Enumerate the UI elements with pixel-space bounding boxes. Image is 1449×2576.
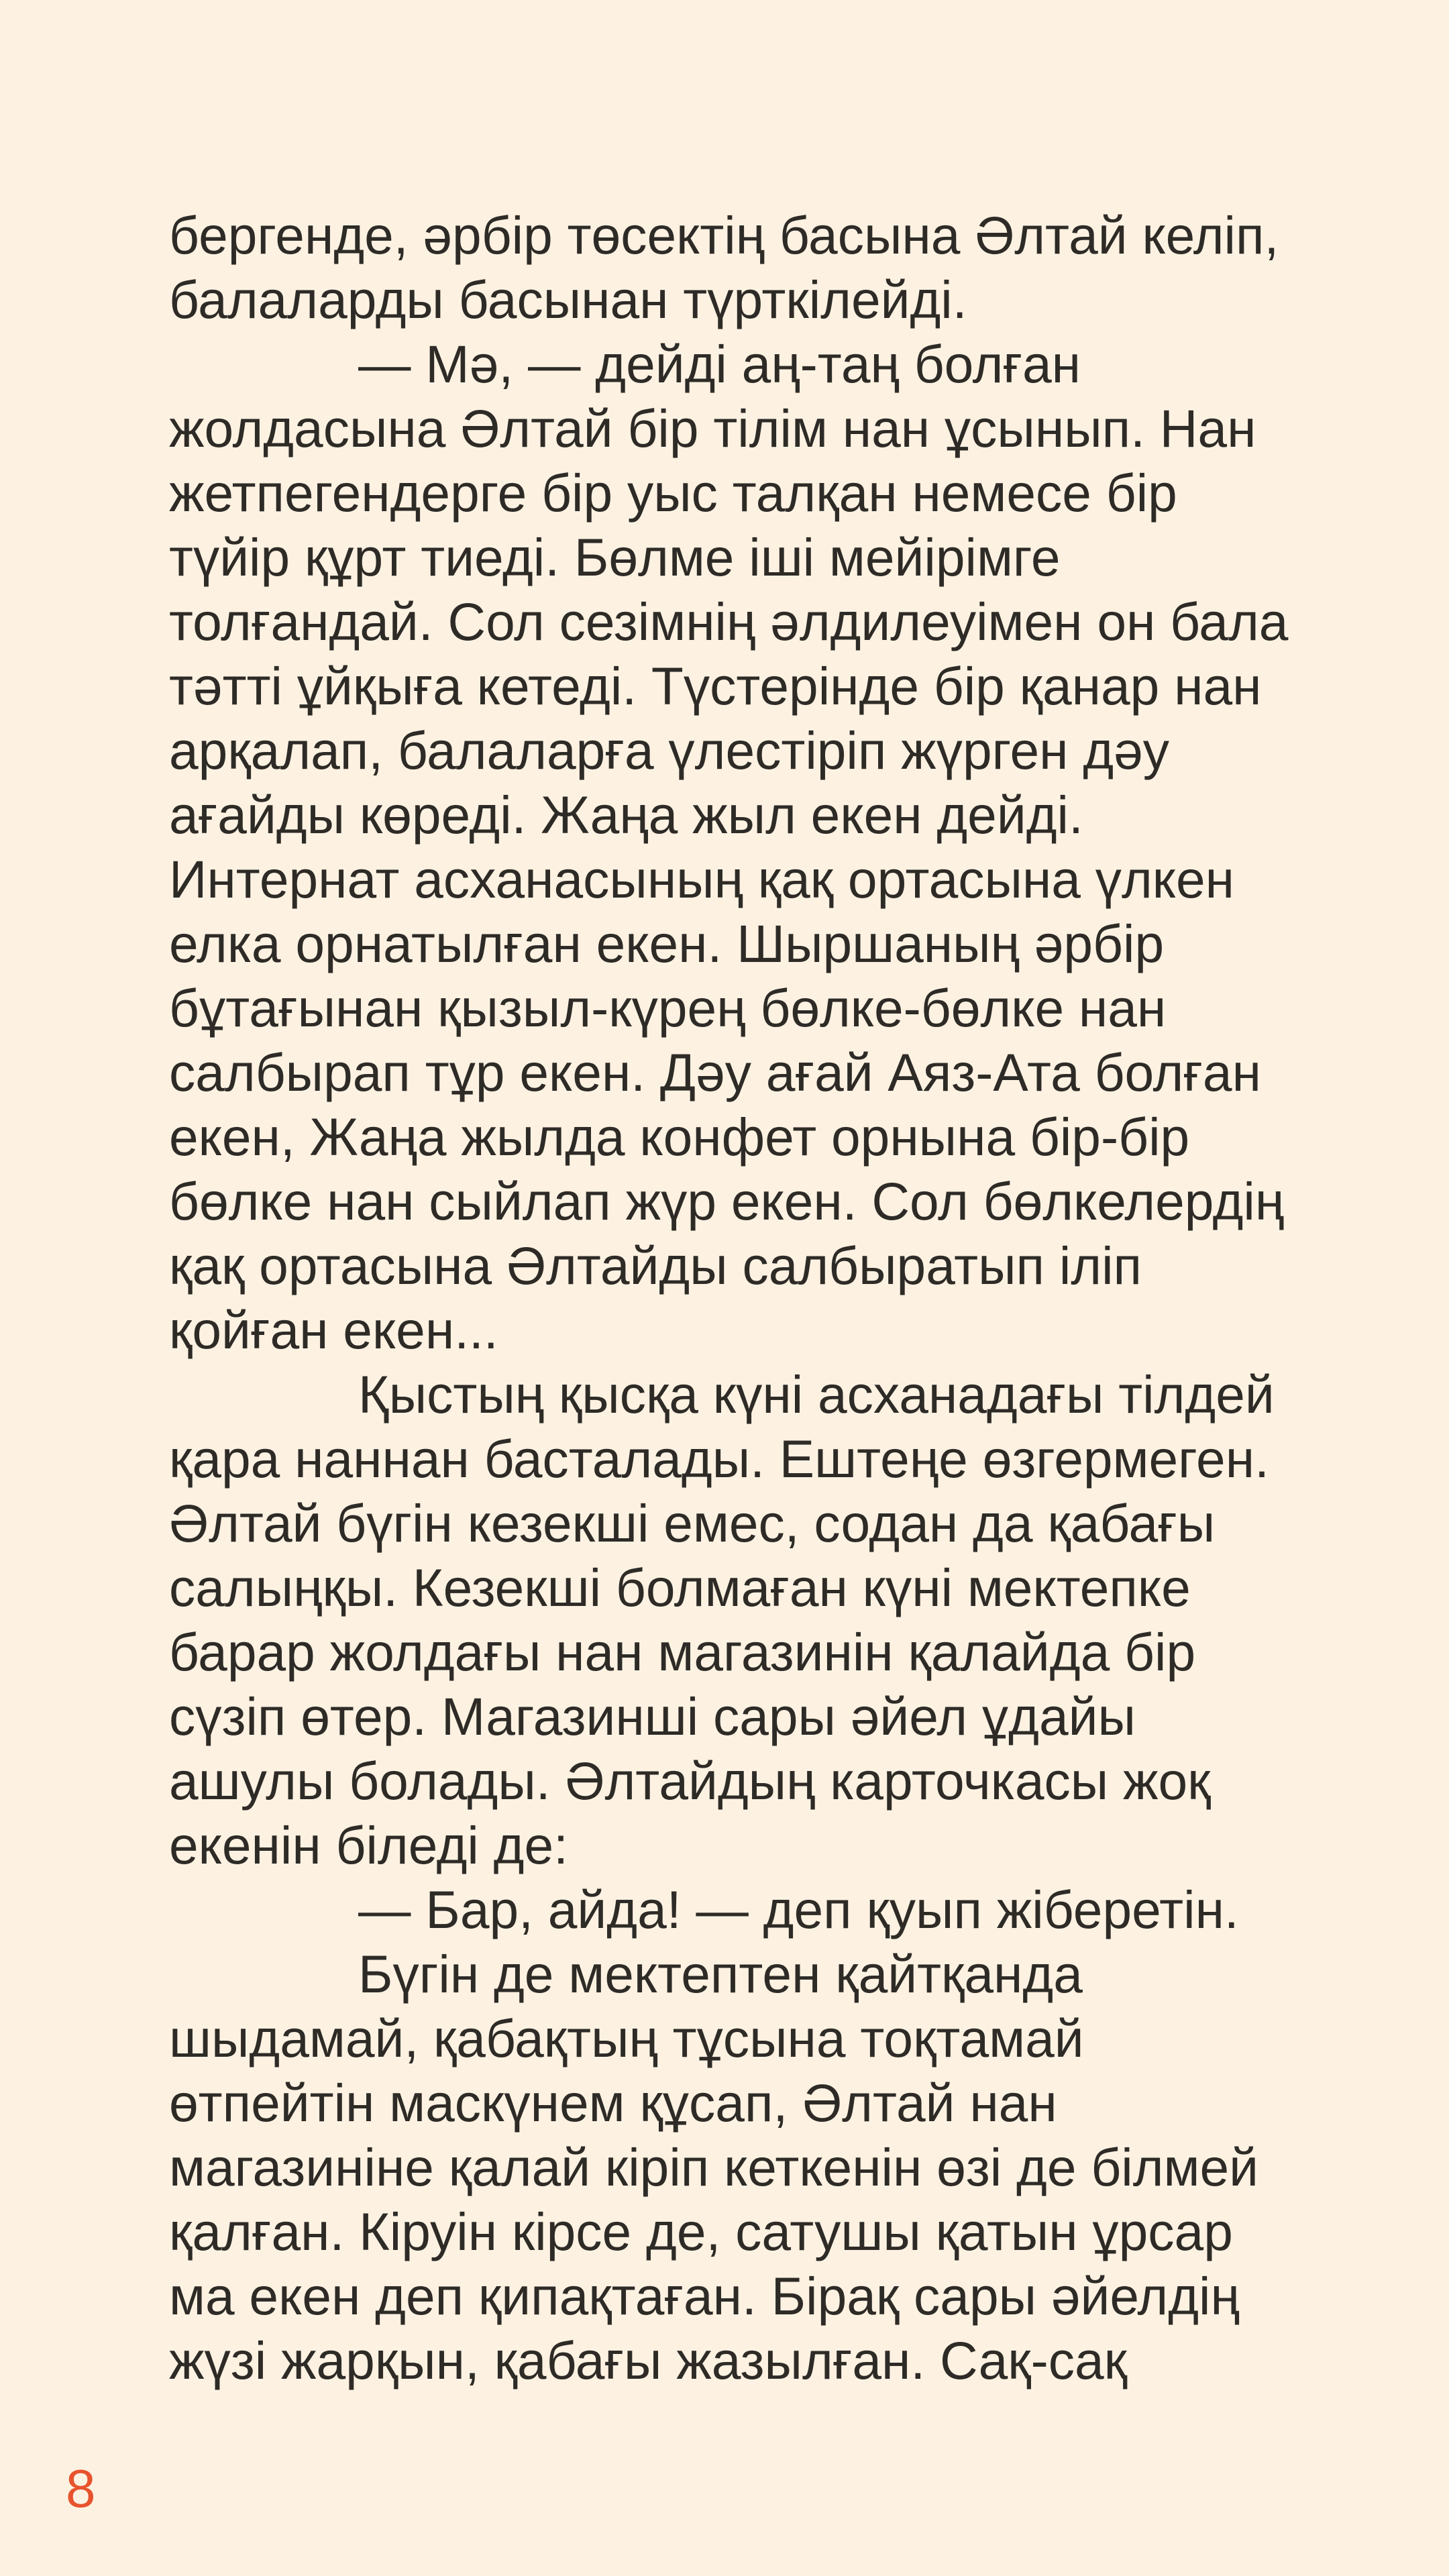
text-line: жолдасына Әлтай бір тілім нан ұсынып. Нан xyxy=(169,399,1256,458)
text-line: бергенде, әрбір төсектің басына Әлтай келіп, xyxy=(169,206,1279,265)
text-line: магазиніне қалай кіріп кеткенін өзі де білмей xyxy=(169,2138,1259,2197)
text-line: балаларды басынан түрткілейді. xyxy=(169,270,967,329)
text-line-indented: — Мә, — дейді аң-таң болған xyxy=(358,335,1081,394)
text-line: қойған екен... xyxy=(169,1301,498,1360)
text-line: ағайды көреді. Жаңа жыл екен дейді. xyxy=(169,786,1083,845)
text-line: елка орнатылған екен. Шыршаның әрбір xyxy=(169,914,1165,973)
text-line-indented: — Бар, айда! — деп қуып жіберетін. xyxy=(358,1880,1239,1939)
text-line: Әлтай бүгін кезекші емес, содан да қабағы xyxy=(169,1494,1216,1553)
text-line: арқалап, балаларға үлестіріп жүрген дәу xyxy=(169,721,1170,780)
text-line: барар жолдағы нан магазинін қалайда бір xyxy=(169,1623,1196,1682)
text-line: ма екен деп қипақтаған. Бірақ сары әйелдің xyxy=(169,2267,1240,2326)
text-line: қалған. Кіруін кірсе де, сатушы қатын ұрсар xyxy=(169,2202,1233,2261)
page-number: 8 xyxy=(66,2459,96,2518)
text-line: толғандай. Сол сезімнің әлдилеуімен он бала xyxy=(169,592,1289,651)
text-line: бұтағынан қызыл-күрең бөлке-бөлке нан xyxy=(169,979,1167,1038)
text-line: Интернат асханасының қақ ортасына үлкен xyxy=(169,850,1235,909)
text-line: екен, Жаңа жылда конфет орнына бір-бір xyxy=(169,1108,1190,1167)
text-line: сүзіп өтер. Магазинші сары әйел ұдайы xyxy=(169,1687,1136,1746)
text-line: ашулы болады. Әлтайдың карточкасы жоқ xyxy=(169,1752,1211,1811)
text-line-indented: Бүгін де мектептен қайтқанда xyxy=(358,1945,1083,2004)
text-line: шыдамай, қабақтың тұсына тоқтамай xyxy=(169,2009,1084,2068)
text-line: түйір құрт тиеді. Бөлме іші мейірімге xyxy=(169,528,1061,587)
text-line: жүзі жарқын, қабағы жазылған. Сақ-сақ xyxy=(169,2331,1127,2390)
text-line: жетпегендерге бір уыс талқан немесе бір xyxy=(169,464,1177,523)
text-line: қара наннан басталады. Ештеңе өзгермеген. xyxy=(169,1430,1269,1489)
text-line: бөлке нан сыйлап жүр екен. Сол бөлкелердің xyxy=(169,1172,1285,1231)
text-line: салыңқы. Кезекші болмаған күні мектепке xyxy=(169,1558,1191,1617)
text-line: өтпейтін маскүнем құсап, Әлтай нан xyxy=(169,2074,1057,2133)
text-line-indented: Қыстың қысқа күні асханадағы тілдей xyxy=(358,1365,1275,1424)
body-text xyxy=(169,203,1370,2393)
text-line: қақ ортасына Әлтайды салбыратып іліп xyxy=(169,1236,1142,1295)
text-line: екенін біледі де: xyxy=(169,1816,568,1875)
text-line: салбырап тұр екен. Дәу ағай Аяз-Ата болған xyxy=(169,1043,1261,1102)
text-line: тәтті ұйқыға кетеді. Түстерінде бір қанар нан xyxy=(169,657,1262,716)
